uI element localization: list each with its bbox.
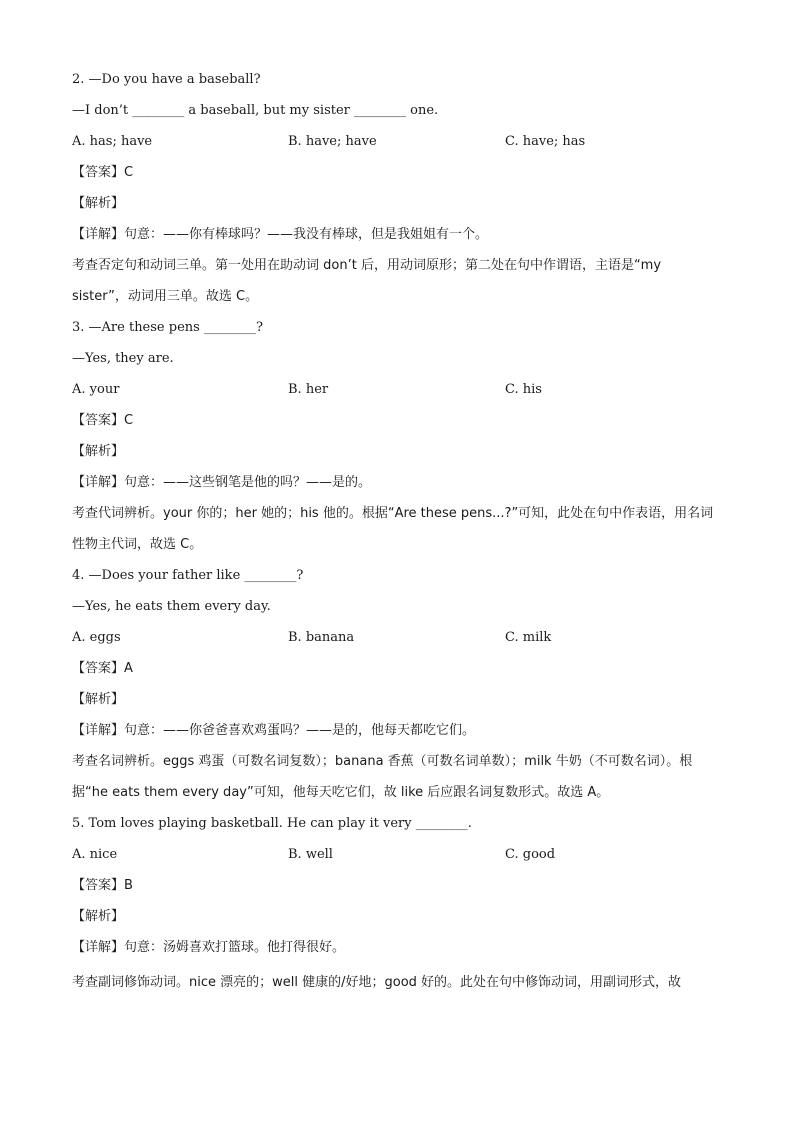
question-reply: —Yes, he eats them every day.	[72, 599, 271, 614]
answer-label: 【答案】C	[72, 413, 134, 428]
question-4	[72, 560, 722, 808]
question-reply: —I don’t ________ a baseball, but my sister ________ one.	[72, 103, 439, 118]
question-stem: 4. —Does your father like ________?	[72, 568, 304, 583]
answer-label: 【答案】C	[72, 165, 134, 180]
option-c: C. good	[505, 847, 556, 862]
question-3	[72, 312, 722, 560]
options-row	[72, 374, 722, 405]
option-b: B. have; have	[288, 134, 377, 149]
question-5	[72, 808, 722, 998]
explanation-line: 考查否定句和动词三单。第一处用在助动词 don’t 后，用动词原形；第二处在句中作谓语，主语是“my	[72, 258, 662, 273]
option-b: B. banana	[288, 630, 355, 645]
option-a: A. your	[72, 382, 120, 397]
explanation-line: 考查名词辨析。eggs 鸡蛋（可数名词复数）；banana 香蕉（可数名词单数）；milk 牛奶（不可数名词）。根	[72, 754, 693, 769]
analysis-label: 【解析】	[72, 444, 125, 459]
question-stem: 3. —Are these pens ________?	[72, 320, 263, 335]
detail-line: 【详解】句意：——这些钢笔是他的吗？——是的。	[72, 475, 372, 490]
option-b: B. well	[288, 847, 333, 862]
answer-label: 【答案】B	[72, 878, 133, 893]
question-2	[72, 64, 722, 312]
options-row	[72, 126, 722, 157]
analysis-label: 【解析】	[72, 196, 125, 211]
analysis-label: 【解析】	[72, 909, 125, 924]
question-stem: 5. Tom loves playing basketball. He can play it very ________.	[72, 816, 472, 831]
options-row	[72, 622, 722, 653]
question-stem: 2. —Do you have a baseball?	[72, 72, 261, 87]
answer-label: 【答案】A	[72, 661, 133, 676]
option-b: B. her	[288, 382, 329, 397]
explanation-line: sister”，动词用三单。故选 C。	[72, 289, 259, 304]
option-a: A. nice	[72, 847, 118, 862]
explanation-line: 考查代词辨析。your 你的；her 她的；his 他的。根据“Are these pens...?”可知，此处在句中作表语，用名词	[72, 506, 714, 521]
detail-line: 【详解】句意：汤姆喜欢打篮球。他打得很好。	[72, 940, 346, 955]
explanation-line: 据“he eats them every day”可知，他每天吃它们，故 like 后应跟名词复数形式。故选 A。	[72, 785, 610, 800]
detail-line: 【详解】句意：——你爸爸喜欢鸡蛋吗？——是的，他每天都吃它们。	[72, 723, 476, 738]
options-row	[72, 839, 722, 870]
document-page	[72, 64, 722, 998]
option-a: A. eggs	[72, 630, 121, 645]
option-a: A. has; have	[72, 134, 153, 149]
option-c: C. his	[505, 382, 542, 397]
analysis-label: 【解析】	[72, 692, 125, 707]
explanation-line: 考查副词修饰动词。nice 漂亮的；well 健康的/好地；good 好的。此处在句中修饰动词，用副词形式，故	[72, 975, 682, 990]
option-c: C. have; has	[505, 134, 586, 149]
question-reply: —Yes, they are.	[72, 351, 174, 366]
detail-line: 【详解】句意：——你有棒球吗？——我没有棒球，但是我姐姐有一个。	[72, 227, 489, 242]
explanation-line: 性物主代词，故选 C。	[72, 537, 203, 552]
option-c: C. milk	[505, 630, 552, 645]
